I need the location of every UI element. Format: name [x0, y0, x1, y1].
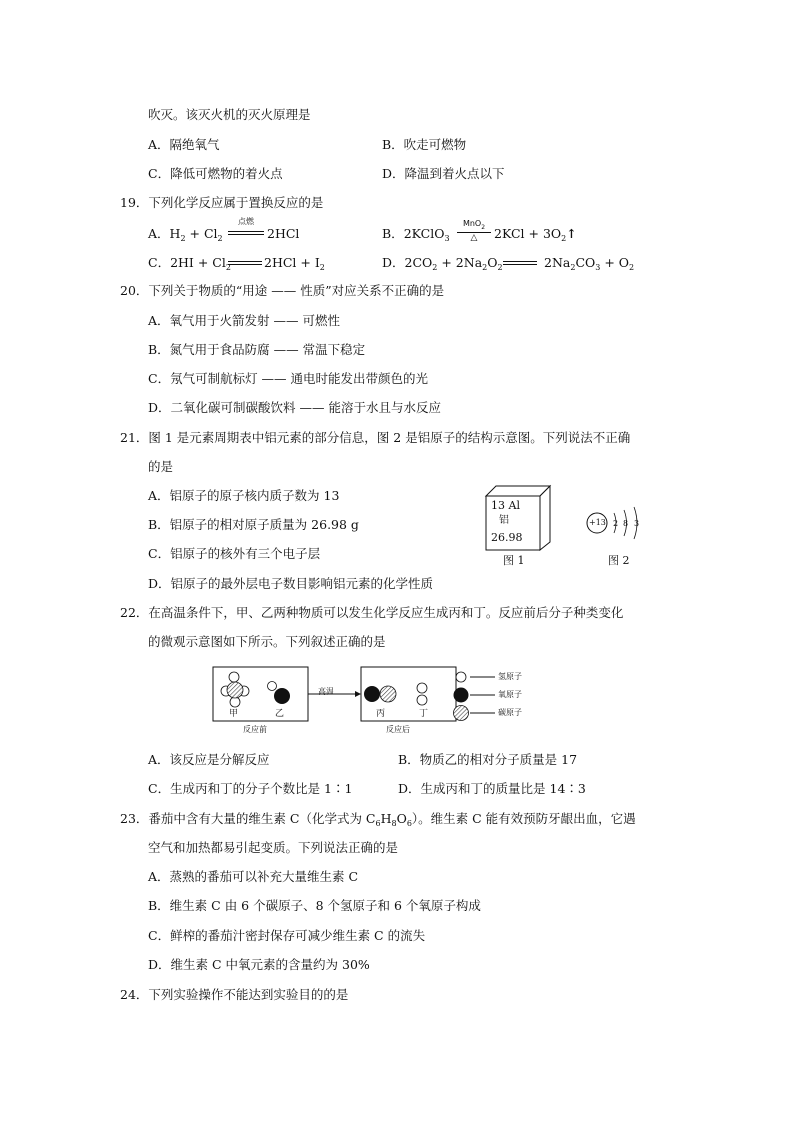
q19-option-b [382, 226, 450, 247]
q22-option-a: A．该反应是分解反应 [148, 752, 270, 767]
q21-option-c: C．铝原子的核外有三个电子层 [148, 546, 321, 561]
q20-option-d: D．二氧化碳可制碳酸饮料 —— 能溶于水且与水反应 [148, 400, 441, 415]
fig1-name: 铝 [499, 515, 509, 526]
q19-d-equals [503, 261, 537, 265]
q19-b-lhs: 2KClO$_3$ [403, 226, 450, 243]
q18-option-d: D．降温到着火点以下 [382, 166, 505, 181]
q21-stem-line1: 21．图 1 是元素周期表中铝元素的部分信息，图 2 是铝原子的结构示意图。下列说法不正确 [120, 430, 631, 445]
q23-stem-line2: 空气和加热都易引起变质。下列说法正确的是 [148, 840, 399, 855]
q19-c-lhs: $2HI + Cl_2$ [170, 255, 231, 272]
q23-stem-line1: 23．番茄中含有大量的维生素 C（化学式为 $C_6H_8O_6$）。维生素 C 能有效预防牙龈出血，它遇 [120, 811, 636, 828]
fig2-shell-1: 2 [613, 519, 619, 528]
arrow-label-high-temp: 高温 [318, 687, 334, 696]
q21-option-d: D．铝原子的最外层电子数目影响铝元素的化学性质 [148, 576, 434, 591]
q19-b-rhs: $2KCl + 3O_2↑$ [494, 226, 577, 243]
q19-d-label: D． [382, 255, 405, 270]
q23-option-b: B．维生素 C 由 6 个碳原子、8 个氢原子和 6 个氧原子构成 [148, 898, 481, 913]
q18-option-a: A．隔绝氧气 [148, 137, 220, 152]
caption-before: 反应前 [243, 725, 267, 734]
q20-option-c: C．氖气可制航标灯 —— 通电时能发出带颜色的光 [148, 371, 429, 386]
fig2-shell-2: 8 [623, 519, 629, 528]
q19-a-equals [228, 231, 264, 235]
label-ding: 丁 [419, 709, 429, 719]
q22-stem-line1: 22．在高温条件下，甲、乙两种物质可以发生化学反应生成丙和丁。反应前后分子种类变化 [120, 605, 624, 620]
q22-option-b: B．物质乙的相对分子质量是 17 [398, 752, 578, 767]
q18-option-b: B．吹走可燃物 [382, 137, 467, 152]
q19-c-rhs: $2HCl + I_2$ [264, 255, 325, 272]
label-jia: 甲 [229, 709, 239, 719]
q19-option-a [148, 226, 223, 247]
q20-option-a: A．氧气用于火箭发射 —— 可燃性 [148, 313, 340, 328]
label-yi: 乙 [275, 709, 285, 719]
fig2-shell-3: 3 [634, 519, 640, 528]
fig2-nucleus: +13 [589, 518, 606, 527]
q19-a-label: A． [148, 226, 170, 241]
q24-stem: 24．下列实验操作不能达到实验目的的是 [120, 987, 349, 1002]
q19-c-label: C． [148, 255, 171, 270]
gas-arrow-icon: ↑ [566, 226, 577, 241]
q19-b-catalyst: MnO$_2$ [462, 219, 486, 231]
q19-stem: 19．下列化学反应属于置换反应的是 [120, 195, 324, 210]
fig1-caption: 图 1 [503, 554, 525, 567]
q23-option-c: C．鲜榨的番茄汁密封保存可减少维生素 C 的流失 [148, 928, 426, 943]
q22-option-c: C．生成丙和丁的分子个数比是 1∶1 [148, 781, 353, 796]
fig1-mass: 26.98 [491, 531, 523, 544]
q19-d-lhs: $2CO_2 + 2Na_2O_2$ [404, 255, 503, 272]
q20-stem: 20．下列关于物质的“用途 —— 性质”对应关系不正确的是 [120, 283, 445, 298]
q21-option-a: A．铝原子的原子核内质子数为 13 [148, 488, 340, 503]
fig1-symbol: 13 Al [491, 499, 520, 512]
legend-carbon: 碳原子 [498, 708, 522, 717]
q19-b-heat: △ [470, 233, 478, 243]
q19-option-d [382, 255, 503, 276]
q21-stem-line2: 的是 [148, 459, 174, 474]
q19-a-lhs: $H_2 + Cl_2$ [169, 226, 223, 243]
label-bing: 丙 [376, 709, 386, 719]
q22-option-d: D．生成丙和丁的质量比是 14∶3 [398, 781, 586, 796]
q19-b-label: B． [382, 226, 404, 241]
q19-c-equals [228, 261, 262, 265]
q20-option-b: B．氮气用于食品防腐 —— 常温下稳定 [148, 342, 366, 357]
legend-hydrogen: 氢原子 [498, 672, 522, 681]
q19-d-rhs: $2Na_2CO_3 + O_2$ [544, 255, 635, 272]
q19-a-condition: 点燃 [238, 217, 254, 226]
q18-option-c: C．降低可燃物的着火点 [148, 166, 283, 181]
q22-stem-line2: 的微观示意图如下所示。下列叙述正确的是 [148, 634, 386, 649]
q18-tail-line: 吹灭。该灭火机的灭火原理是 [148, 107, 311, 122]
q19-a-rhs: 2HCl [267, 226, 300, 241]
legend-oxygen: 氧原子 [498, 690, 522, 699]
q23-option-d: D．维生素 C 中氧元素的含量约为 30% [148, 957, 370, 972]
caption-after: 反应后 [386, 725, 410, 734]
q23-option-a: A．蒸熟的番茄可以补充大量维生素 C [148, 869, 359, 884]
fig2-caption: 图 2 [608, 554, 630, 567]
q21-option-b: B．铝原子的相对原子质量为 26.98 g [148, 517, 359, 532]
q19-option-c [148, 255, 231, 276]
